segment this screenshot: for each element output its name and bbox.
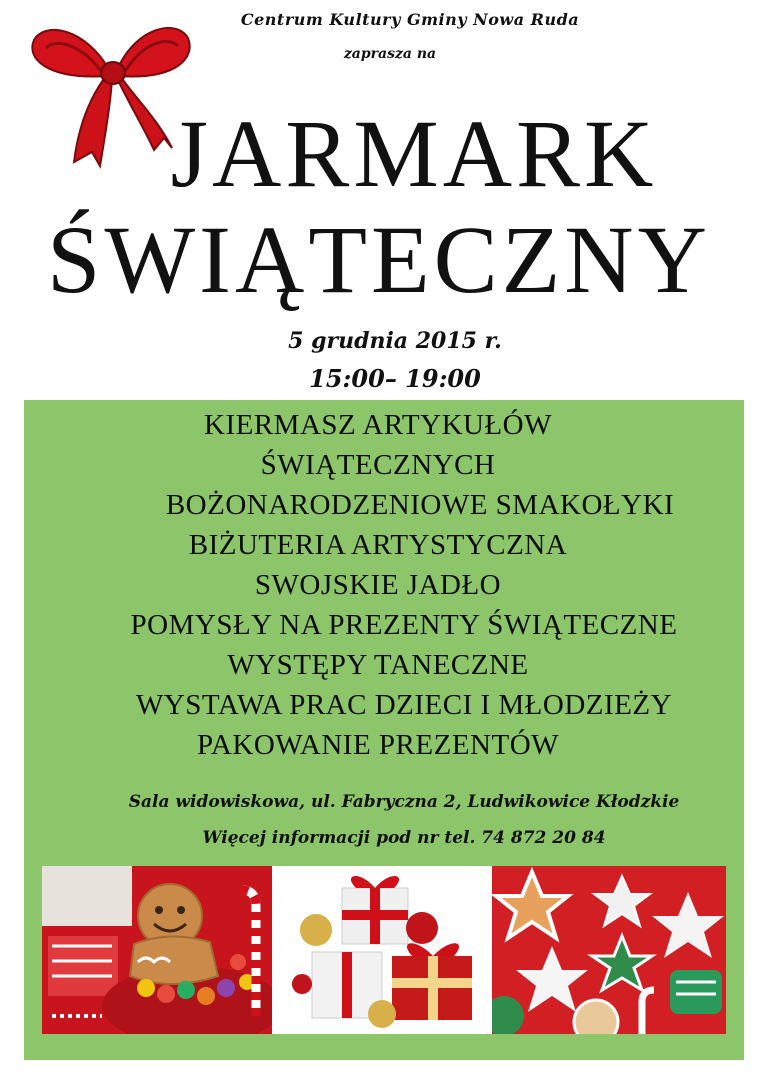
contact-phone: Więcej informacji pod nr tel. 74 872 20 84	[202, 828, 606, 848]
event-date: 5 grudnia 2015 r.	[288, 328, 502, 354]
attraction-item: SWOJSKIE JADŁO	[254, 569, 502, 601]
organizer-name: Centrum Kultury Gminy Nowa Ruda	[240, 10, 580, 29]
venue-address: Sala widowiskowa, ul. Fabryczna 2, Ludwikowice Kłodzkie	[128, 792, 680, 812]
gift-boxes-photo	[272, 866, 492, 1034]
event-title-line2: ŚWIĄTECZNY	[47, 206, 711, 313]
gingerbread-photo	[42, 866, 272, 1034]
attraction-item: KIERMASZ ARTYKUŁÓW	[204, 409, 552, 441]
attraction-item: BOŻONARODZENIOWE SMAKOŁYKI	[165, 489, 675, 521]
attraction-item: WYSTĘPY TANECZNE	[227, 649, 529, 681]
attraction-item: PAKOWANIE PREZENTÓW	[196, 729, 560, 761]
invites-text: zaprasza na	[343, 46, 437, 62]
attraction-item: POMYSŁY NA PREZENTY ŚWIĄTECZNE	[130, 609, 678, 641]
attraction-item: ŚWIĄTECZNYCH	[260, 449, 496, 481]
attraction-item: BIŻUTERIA ARTYSTYCZNA	[188, 529, 568, 561]
event-hours: 15:00– 19:00	[309, 364, 481, 393]
christmas-cookies-photo	[492, 866, 726, 1034]
event-title-line1: JARMARK	[170, 100, 658, 207]
attraction-item: WYSTAWA PRAC DZIECI I MŁODZIEŻY	[135, 689, 673, 721]
